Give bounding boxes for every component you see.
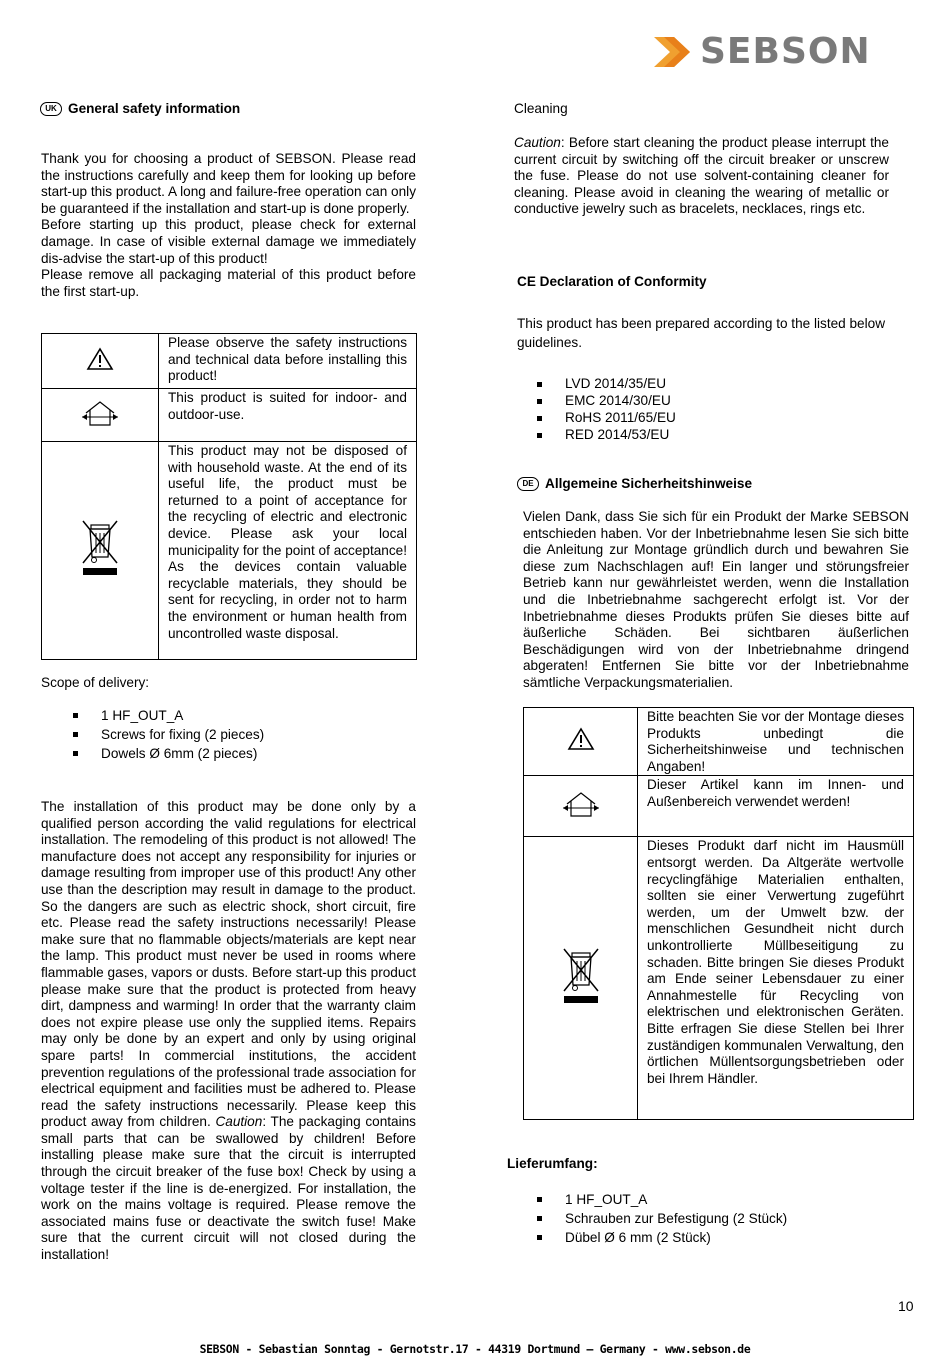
table-icon-cell	[42, 389, 159, 442]
table-row	[524, 837, 914, 1120]
warning-icon	[86, 347, 114, 371]
de-title	[517, 476, 897, 493]
list-item: 1 HF_OUT_A	[505, 1190, 787, 1209]
de-scope-label: Lieferumfang:	[507, 1156, 598, 1171]
en-title	[40, 101, 416, 118]
en-intro	[41, 151, 416, 300]
table-text-cell: Dieser Artikel kann im Innen- und Außenbereich verwendet werden!	[638, 776, 914, 837]
cleaning-body: : Before start cleaning the product please interrupt the current circuit by switching off the circuit breaker or unscrew the fuse. Please do not use solvent-containing cleaner for cleaning. Please avoid in cleaning the wearing of metallic or conductive jewelry such as bracelets, necklaces, rings etc.	[514, 135, 889, 217]
page-footer: SEBSON - Sebastian Sonntag - Gernotstr.17 - 44319 Dortmund – Germany - www.sebson.de	[199, 1342, 751, 1356]
en-installation-text	[41, 799, 416, 1264]
install-text-a: The installation of this product may be done only by a qualified person according the valid regulations for electrical installation. The remodeling of this product is not allowed! The manufacture does not accept any responsibility for injuries or damage resulting from improper use of this product! Any other use than the description may result in damage to the product. So the dangers are such as electric shock, short circuit, fire etc. Please read the safety instructions necessarily! Please make sure that no flammable objects/materials are kept near the lamp. This product must never be used in rooms where flammable gases, vapors or dusts. Before start-up this product please make sure that the product is protected from heavy dirt, dampness and warming! In order that the warranty claim does not expire please use only the supplied items. Repairs may only be done by an expert and only by using original spare parts! In commercial institutions, the accident prevention regulations of the professional trade association for electrical equipment and facilities must be adhered to. Please read the safety instructions necessarily. Please keep this product away from children.	[41, 799, 416, 1130]
indoor-outdoor-icon	[80, 399, 120, 427]
list-item: RoHS 2011/65/EU	[505, 409, 676, 426]
page-number: 10	[898, 1298, 914, 1314]
en-intro-p3: Please remove all packaging material of this product before the first start-up.	[41, 267, 416, 299]
list-item: RED 2014/53/EU	[505, 426, 676, 443]
en-scope-label: Scope of delivery:	[41, 675, 150, 690]
brand-name: SEBSON	[700, 30, 871, 72]
weee-bin-icon	[561, 947, 601, 1005]
weee-bin-icon	[80, 519, 120, 577]
table-text-cell: Please observe the safety instructions and technical data before installing this product!	[159, 334, 417, 389]
cleaning-title: Cleaning	[514, 101, 568, 116]
install-caution: Caution	[215, 1114, 263, 1130]
table-text-cell: This product may not be disposed of with household waste. At the end of its useful life, the product must be returned to a point of acceptance for the recycling of electric and electronic device. Please ask your local municipality for the point of acceptance! As the devices contain valuable recyclable materials, they should be sent for recycling, in order not to harm the environment or human health from uncontrolled waste disposal.	[159, 442, 417, 660]
table-row	[42, 389, 417, 442]
de-intro: Vielen Dank, dass Sie sich für ein Produkt der Marke SEBSON entschieden haben. Vor der Inbetriebnahme lesen Sie sich bitte die Anleitung zur Montage gründlich durch und bewahren Sie diese zum Nachschlagen auf! Ein langer und störungsfreier Betrieb kann nur gewährleistet werden, wenn die Installation und die Inbetriebnahme sachgerecht erfolgt ist. Vor der Inbetriebnahme dieses Produkts prüfen Sie dieses bitte auf äußerliche Schäden. Bei sichtbaren äußerlichen Beschädigungen wird von der Inbetriebnahme dringend abgeraten! Entfernen Sie bitte vor der Inbetriebnahme sämtliche Verpackungsmaterialien.	[523, 509, 909, 690]
list-item: EMC 2014/30/EU	[505, 392, 676, 409]
de-flag-badge: DE	[517, 477, 539, 491]
table-icon-cell	[524, 837, 638, 1120]
en-safety-table	[41, 333, 417, 660]
de-title-text: Allgemeine Sicherheitshinweise	[545, 476, 752, 491]
list-item: Schrauben zur Befestigung (2 Stück)	[505, 1209, 787, 1228]
list-item: Dübel Ø 6 mm (2 Stück)	[505, 1228, 787, 1247]
table-row	[42, 442, 417, 660]
cleaning-text	[514, 135, 889, 218]
table-icon-cell	[524, 708, 638, 776]
ce-list	[505, 375, 676, 443]
list-item: 1 HF_OUT_A	[41, 706, 264, 725]
de-scope-list	[505, 1190, 787, 1247]
table-row	[524, 776, 914, 837]
uk-flag-badge: UK	[40, 102, 62, 116]
install-text-b: : The packaging contains small parts that can be swallowed by children! Before installing please make sure that the circuit is interrupted through the circuit breaker of the fuse box! Check by using a voltage tester if the line is de-energized. For installation, the work on the mains voltage is required. Please remove the associated mains fuse or deactivate the switch fuse! Make sure that the current circuit will not closed during the installation!	[41, 1114, 416, 1263]
table-row	[524, 708, 914, 776]
list-item: Dowels Ø 6mm (2 pieces)	[41, 744, 264, 763]
en-intro-p1: Thank you for choosing a product of SEBSON. Please read the instructions carefully and keep them for looking up before start-up this product. A long and failure-free operation can only be guaranteed if the installation and start-up is done properly.	[41, 151, 416, 216]
en-scope-list	[41, 706, 264, 763]
warning-icon	[567, 727, 595, 751]
cleaning-caution: Caution	[514, 135, 561, 150]
indoor-outdoor-icon	[561, 790, 601, 818]
table-icon-cell	[524, 776, 638, 837]
table-icon-cell	[42, 442, 159, 660]
ce-text: This product has been prepared according to the listed below guidelines.	[517, 316, 886, 350]
list-item: Screws for fixing (2 pieces)	[41, 725, 264, 744]
en-intro-p2: Before starting up this product, please check for external damage. In case of visible external damage we immediately dis-advise the start-up of this product!	[41, 217, 416, 266]
table-icon-cell	[42, 334, 159, 389]
table-text-cell: Bitte beachten Sie vor der Montage dieses Produkts unbedingt die Sicherheitshinweise und technischen Angaben!	[638, 708, 914, 776]
en-title-text: General safety information	[68, 101, 241, 116]
table-text-cell: This product is suited for indoor- and outdoor-use.	[159, 389, 417, 442]
de-safety-table	[523, 707, 914, 1120]
sebson-chevron-icon	[652, 35, 694, 69]
table-row	[42, 334, 417, 389]
brand-logo	[652, 32, 871, 72]
list-item: LVD 2014/35/EU	[505, 375, 676, 392]
table-text-cell: Dieses Produkt darf nicht im Hausmüll entsorgt werden. Da Altgeräte wertvolle recyclingfähige Materialien enthalten, sollten sie einer Verwertung zugeführt werden, um der Umwelt bzw. der menschlichen Gesundheit nicht durch unkontrollierte Müllbeseitigung zu schaden. Bitte bringen Sie dieses Produkt am Ende seiner Lebensdauer zu einer Annahmestelle für Recycling von elektrischen und elektronischen Geräten. Bitte erfragen Sie diese Stellen bei Ihrer zuständigen kommunalen Verwaltung, den örtlichen Müllentsorgungsbetrieben oder bei Ihrem Händler.	[638, 837, 914, 1120]
ce-title: CE Declaration of Conformity	[517, 274, 707, 289]
